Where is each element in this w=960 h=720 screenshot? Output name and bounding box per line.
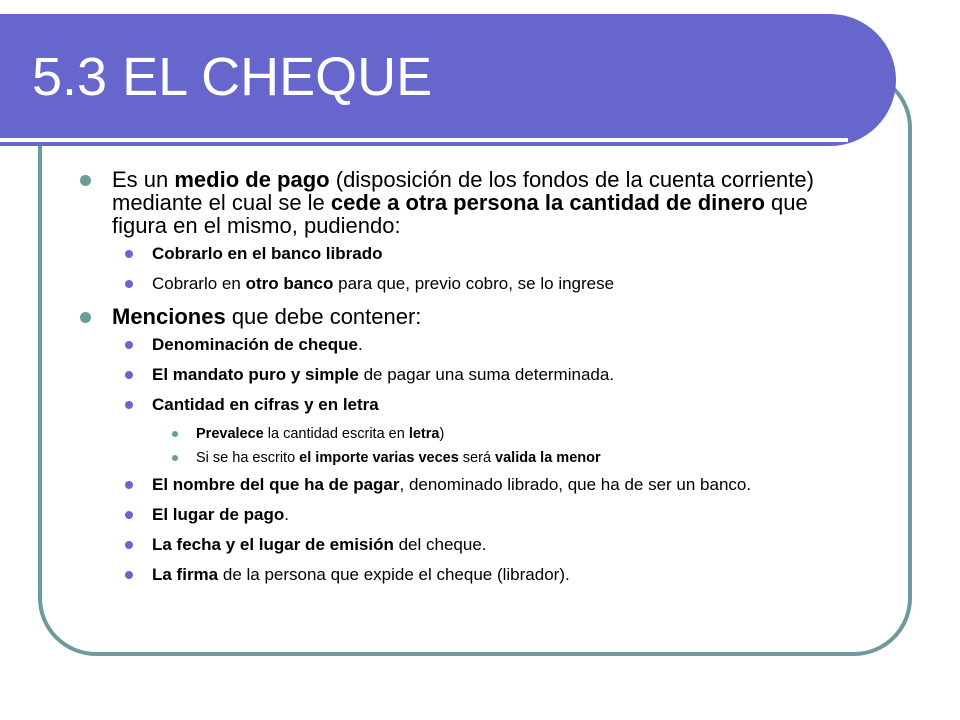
text-segment: que debe contener: (225, 304, 422, 329)
bullet-item-level-2 (80, 275, 840, 293)
bold-text: Cobrarlo en el banco librado (152, 244, 383, 263)
text-segment: , denominado librado, que ha de ser un banco. (399, 475, 752, 494)
bullet-item-level-2 (80, 396, 840, 414)
bullet-item-level-3 (80, 426, 840, 442)
slide-title: 5.3 EL CHEQUE (32, 47, 433, 107)
bold-text: Denominación de cheque (152, 335, 358, 354)
bullet-item-level-2 (80, 536, 840, 554)
bold-text: El mandato puro y simple (152, 365, 359, 384)
bold-text: otro banco (245, 274, 334, 293)
text-segment: de pagar una suma determinada. (358, 365, 615, 384)
bullet-item-level-1 (80, 305, 840, 328)
bullet-dot-icon (80, 175, 91, 186)
text-segment: . (284, 505, 289, 524)
text-segment: Si se ha escrito (196, 450, 300, 466)
bold-text: La fecha y el lugar de emisión (152, 535, 394, 554)
text-segment: Es un (112, 167, 175, 192)
bold-text: medio de pago (174, 167, 330, 192)
bold-text: El lugar de pago (152, 505, 285, 524)
bullet-dot-icon (172, 455, 178, 461)
bullet-item-level-2 (80, 245, 840, 263)
title-underline (0, 138, 848, 142)
bullet-dot-icon (125, 511, 133, 519)
bullet-item-level-2 (80, 366, 840, 384)
bullet-dot-icon (80, 312, 91, 323)
bold-text: letra (408, 426, 440, 442)
bullet-item-level-2 (80, 336, 840, 354)
slide-content (80, 168, 840, 596)
text-segment: de la persona que expide el cheque (librador). (218, 565, 570, 584)
bullet-dot-icon (172, 431, 178, 437)
bullet-dot-icon (125, 401, 133, 409)
text-segment: Cobrarlo en (152, 274, 246, 293)
bold-text: valida la menor (495, 450, 601, 466)
bold-text: Cantidad en cifras y en letra (152, 395, 379, 414)
text-segment: (disposición de los fondos de la cuenta corriente) mediante el cual se le (112, 167, 814, 215)
text-segment: del cheque. (393, 535, 487, 554)
bullet-item-level-2 (80, 506, 840, 524)
bullet-dot-icon (125, 250, 133, 258)
bullet-dot-icon (125, 341, 133, 349)
bold-text: el importe varias veces (299, 450, 459, 466)
bold-text: El nombre del que ha de pagar (152, 475, 400, 494)
title-bar (0, 14, 896, 146)
bold-text: Prevalece (196, 426, 264, 442)
bullet-dot-icon (125, 481, 133, 489)
text-segment: . (357, 335, 363, 354)
bullet-item-level-3 (80, 450, 840, 466)
bold-text: La firma (152, 565, 219, 584)
bullet-dot-icon (125, 280, 133, 288)
text-segment: para que, previo cobro, se lo ingrese (333, 274, 615, 293)
text-segment: que figura en el mismo, pudiendo: (112, 190, 808, 238)
bullet-dot-icon (125, 571, 133, 579)
text-segment: ) (439, 426, 445, 442)
bold-text: Menciones (112, 304, 226, 329)
bullet-item-level-1 (80, 168, 840, 237)
bullet-list (80, 168, 840, 584)
bullet-item-level-2 (80, 476, 840, 494)
bullet-dot-icon (125, 371, 133, 379)
bullet-dot-icon (125, 541, 133, 549)
bullet-item-level-2 (80, 566, 840, 584)
bold-text: cede a otra persona la cantidad de dinero (330, 190, 765, 215)
text-segment: será (458, 450, 496, 466)
text-segment: la cantidad escrita en (263, 426, 409, 442)
